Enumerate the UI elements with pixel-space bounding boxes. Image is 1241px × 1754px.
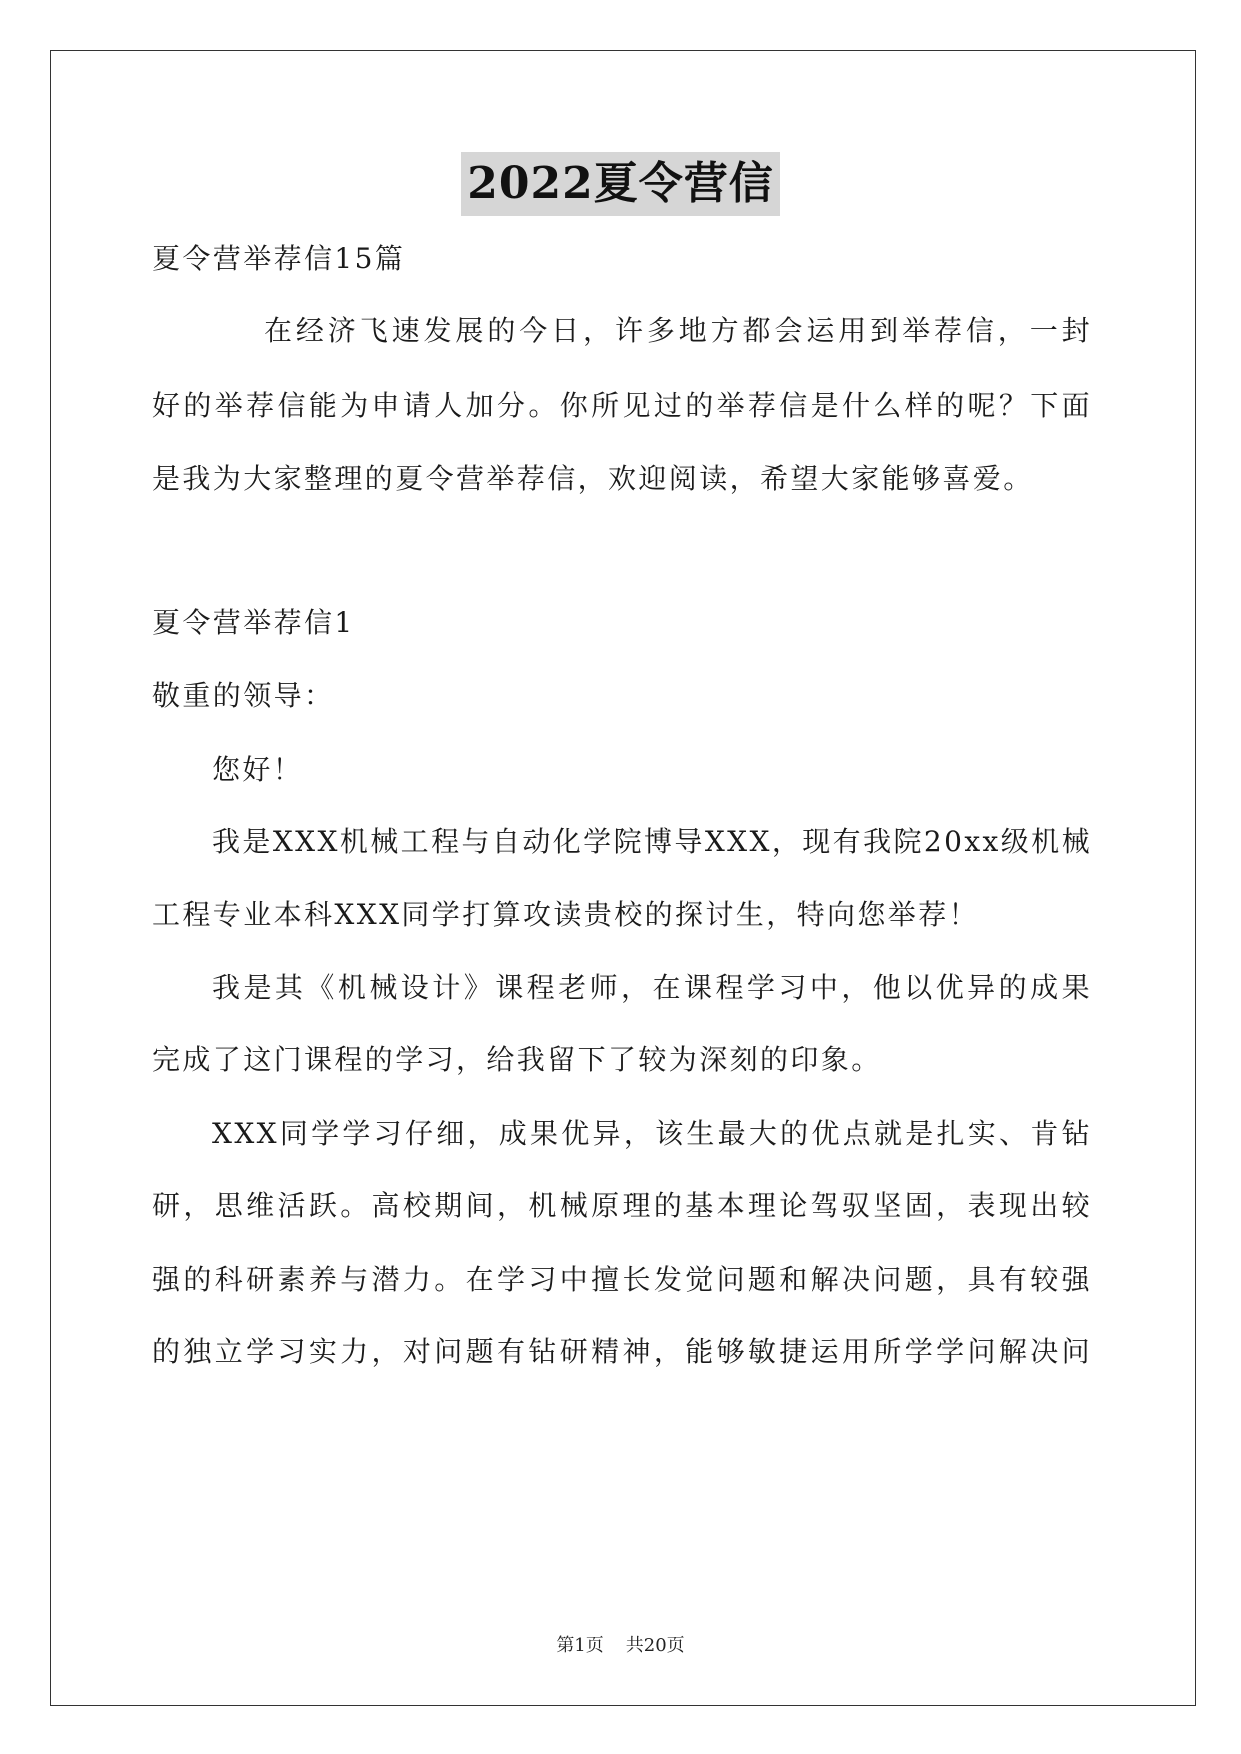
greeting: 您好！ bbox=[212, 753, 304, 786]
section-heading: 夏令营举荐信1 bbox=[152, 606, 355, 639]
document-subtitle: 夏令营举荐信15篇 bbox=[152, 242, 406, 275]
total-pages: 共20页 bbox=[625, 1635, 685, 1656]
document-title: 2022夏令营信 bbox=[461, 152, 779, 216]
body-line-8: 的独立学习实力，对问题有钻研精神，能够敏捷运用所学学问解决问 bbox=[152, 1335, 1092, 1368]
page-number: 第1页 bbox=[556, 1635, 604, 1656]
intro-line-3: 是我为大家整理的夏令营举荐信，欢迎阅读，希望大家能够喜爱。 bbox=[152, 462, 1034, 495]
intro-line-1: 在经济飞速发展的今日，许多地方都会运用到举荐信，一封 bbox=[264, 314, 1092, 347]
body-line-4: 完成了这门课程的学习，给我留下了较为深刻的印象。 bbox=[152, 1043, 882, 1076]
title-container bbox=[0, 152, 1241, 216]
body-line-2: 工程专业本科XXX同学打算攻读贵校的探讨生，特向您举荐！ bbox=[152, 898, 980, 931]
page-footer bbox=[0, 1634, 1241, 1658]
salutation: 敬重的领导： bbox=[152, 679, 335, 712]
intro-line-2: 好的举荐信能为申请人加分。你所见过的举荐信是什么样的呢？下面 bbox=[152, 389, 1092, 422]
body-line-7: 强的科研素养与潜力。在学习中擅长发觉问题和解决问题，具有较强 bbox=[152, 1263, 1092, 1296]
page-border bbox=[50, 50, 1196, 1706]
body-line-1: 我是XXX机械工程与自动化学院博导XXX，现有我院20xx级机械 bbox=[212, 825, 1092, 858]
body-line-6: 研，思维活跃。高校期间，机械原理的基本理论驾驭坚固，表现出较 bbox=[152, 1189, 1092, 1222]
body-line-3: 我是其《机械设计》课程老师，在课程学习中，他以优异的成果 bbox=[212, 971, 1092, 1004]
body-line-5: XXX同学学习仔细，成果优异，该生最大的优点就是扎实、肯钻 bbox=[212, 1117, 1092, 1150]
